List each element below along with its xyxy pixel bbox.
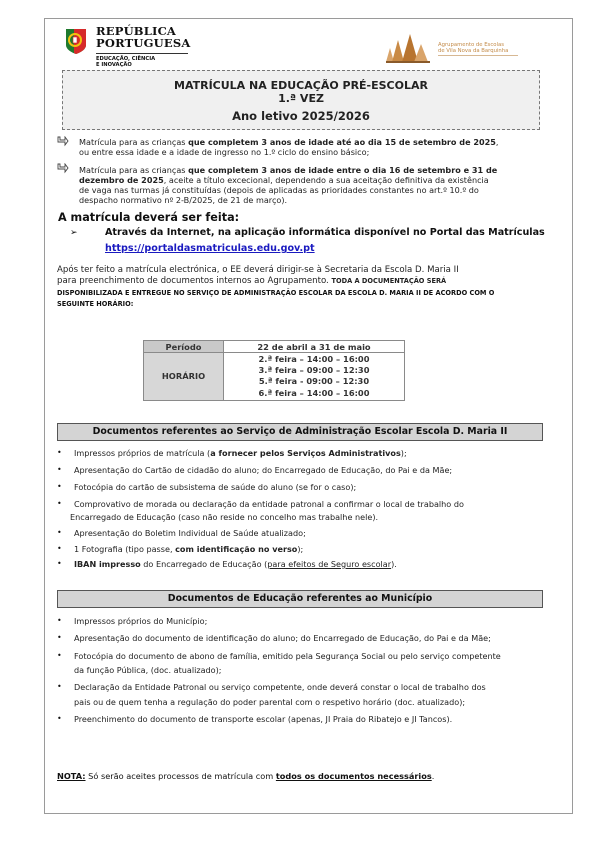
list-item: 1 Fotografia (tipo passe, com identificação no verso); [74,544,304,554]
schedule-time: 3.ª feira – 09:00 – 12:30 [258,365,370,376]
period-header: Período [144,341,224,353]
bullet-icon: • [57,482,62,491]
enrollment-heading: A matrícula deverá ser feita: [58,211,240,224]
eligibility-item-1: Matrícula para as crianças que completem 3 anos de idade até ao dia 15 de setembro de 2025, ou entre essa idade e a idade de ingresso no 1.º ciclo do ensino básico; [79,137,499,157]
list-item-continued: da função Pública, (doc. atualizado); [74,665,222,675]
date-range-header: 22 de abril a 31 de maio [224,341,405,353]
school-group-line2: de Vila Nova da Barquinha [438,48,509,54]
title-line2: 1.ª VEZ [278,92,324,105]
school-group-logo [384,32,524,68]
nota-note: NOTA: Só serão aceites processos de matrícula com todos os documentos necessários. [57,771,435,781]
title-box [62,70,540,130]
title-line1: MATRÍCULA NA EDUCAÇÃO PRÉ-ESCOLAR [174,79,428,92]
list-item: Fotocópia do documento de abono de família, emitido pela Segurança Social ou pelo serviço competente [74,651,501,661]
bullet-icon: • [57,714,62,723]
schedule-time: 5.ª feira - 09:00 – 12:30 [258,376,370,387]
bullet-icon: • [57,651,62,660]
arrow-bullet-icon [57,163,69,174]
list-item: Declaração da Entidade Patronal ou serviço competente, onde deverá constar o local de trabalho dos [74,682,486,692]
schedule-time: 2.ª feira – 14:00 – 16:00 [258,354,370,364]
list-item: Preenchimento do documento de transporte escolar (apenas, JI Praia do Ribatejo e JI Tancos). [74,714,453,724]
list-item-continued: pais ou de quem tenha a regulação do poder parental com o respetivo horário (doc. atualizado); [74,697,466,707]
bullet-icon: • [57,633,62,642]
header-divider [96,53,188,54]
bullet-icon: • [57,544,62,553]
bullet-icon: • [57,616,62,625]
bullet-icon: • [57,559,62,568]
republica-flag-icon [64,27,88,55]
ministry-line2: E INOVAÇÃO [96,62,132,68]
list-item: Apresentação do Boletim Individual de Saúde atualizado; [74,528,306,538]
arrow-bullet-icon [57,136,69,147]
arrowhead-icon: ➢ [70,228,78,238]
after-enrollment-paragraph: Após ter feito a matrícula electrónica, o EE deverá dirigir-se à Secretaria da Escola D. Maria II para preenchimento de documentos internos ao Agrupamento. TODA A DOCUMENTAÇÃO SERÁ [57,265,459,286]
schedule-table [143,340,405,401]
schedule-time: 6.ª feira – 14:00 – 16:00 [258,387,370,398]
school-group-underline [438,55,518,56]
bullet-icon: • [57,465,62,474]
online-enrollment-text: Através da Internet, na aplicação informática disponível no Portal das Matrículas [105,227,545,238]
title-school-year: Ano letivo 2025/2026 [232,109,370,123]
section-admin-documents-title: Documentos referentes ao Serviço de Administração Escolar Escola D. Maria II [57,423,543,441]
republica-line2: PORTUGUESA [96,36,191,50]
school-building-icon [384,32,434,64]
bullet-icon: • [57,448,62,457]
list-item: Impressos próprios do Município; [74,616,208,626]
republica-logo [64,24,204,74]
list-item: Impressos próprios de matrícula (a fornecer pelos Serviços Administrativos); [74,448,407,458]
schedule-times [224,353,405,401]
schedule-row-label: HORÁRIO [144,353,224,401]
list-item: Comprovativo de morada ou declaração da entidade patronal a confirmar o local de trabalho do [74,499,464,509]
portal-link[interactable]: https://portaldasmatriculas.edu.gov.pt [105,243,315,254]
documentation-notice-line: DISPONIBILIZADA E ENTREGUE NO SERVIÇO DE ADMINISTRAÇÃO ESCOLAR DA ESCOLA D. MARIA II DE ACORDO COM O [57,289,495,297]
list-item: Apresentação do documento de identificação do aluno; do Encarregado de Educação, do Pai e da Mãe; [74,633,491,643]
section-municipality-documents-title: Documentos de Educação referentes ao Município [57,590,543,608]
list-item: Fotocópia do cartão de subsistema de saúde do aluno (se for o caso); [74,482,357,492]
bullet-icon: • [57,499,62,508]
list-item: IBAN impresso do Encarregado de Educação (para efeitos de Seguro escolar). [74,559,397,569]
eligibility-item-2: Matrícula para as crianças que completem 3 anos de idade entre o dia 16 de setembro e 31 de dezembro de 2025, aceite a título excecional, dependendo a sua aceitação definitiva da existência de vaga nas turmas já constituídas (depois de aplicadas as prioridades constantes no art.º 10.º do despacho normativo nº 2-B/2025, de 21 de março). [79,165,498,205]
bullet-icon: • [57,528,62,537]
documentation-notice-line: SEGUINTE HORÁRIO: [57,300,134,308]
list-item-continued: Encarregado de Educação (caso não reside no concelho mas trabalhe nele). [70,512,379,522]
ministry-line1: EDUCAÇÃO, CIÊNCIA [96,56,156,62]
bullet-icon: • [57,682,62,691]
school-group-line1: Agrupamento de Escolas [438,42,504,48]
list-item: Apresentação do Cartão de cidadão do aluno; do Encarregado de Educação, do Pai e da Mãe; [74,465,453,475]
republica-line1: REPÚBLICA [96,24,177,38]
